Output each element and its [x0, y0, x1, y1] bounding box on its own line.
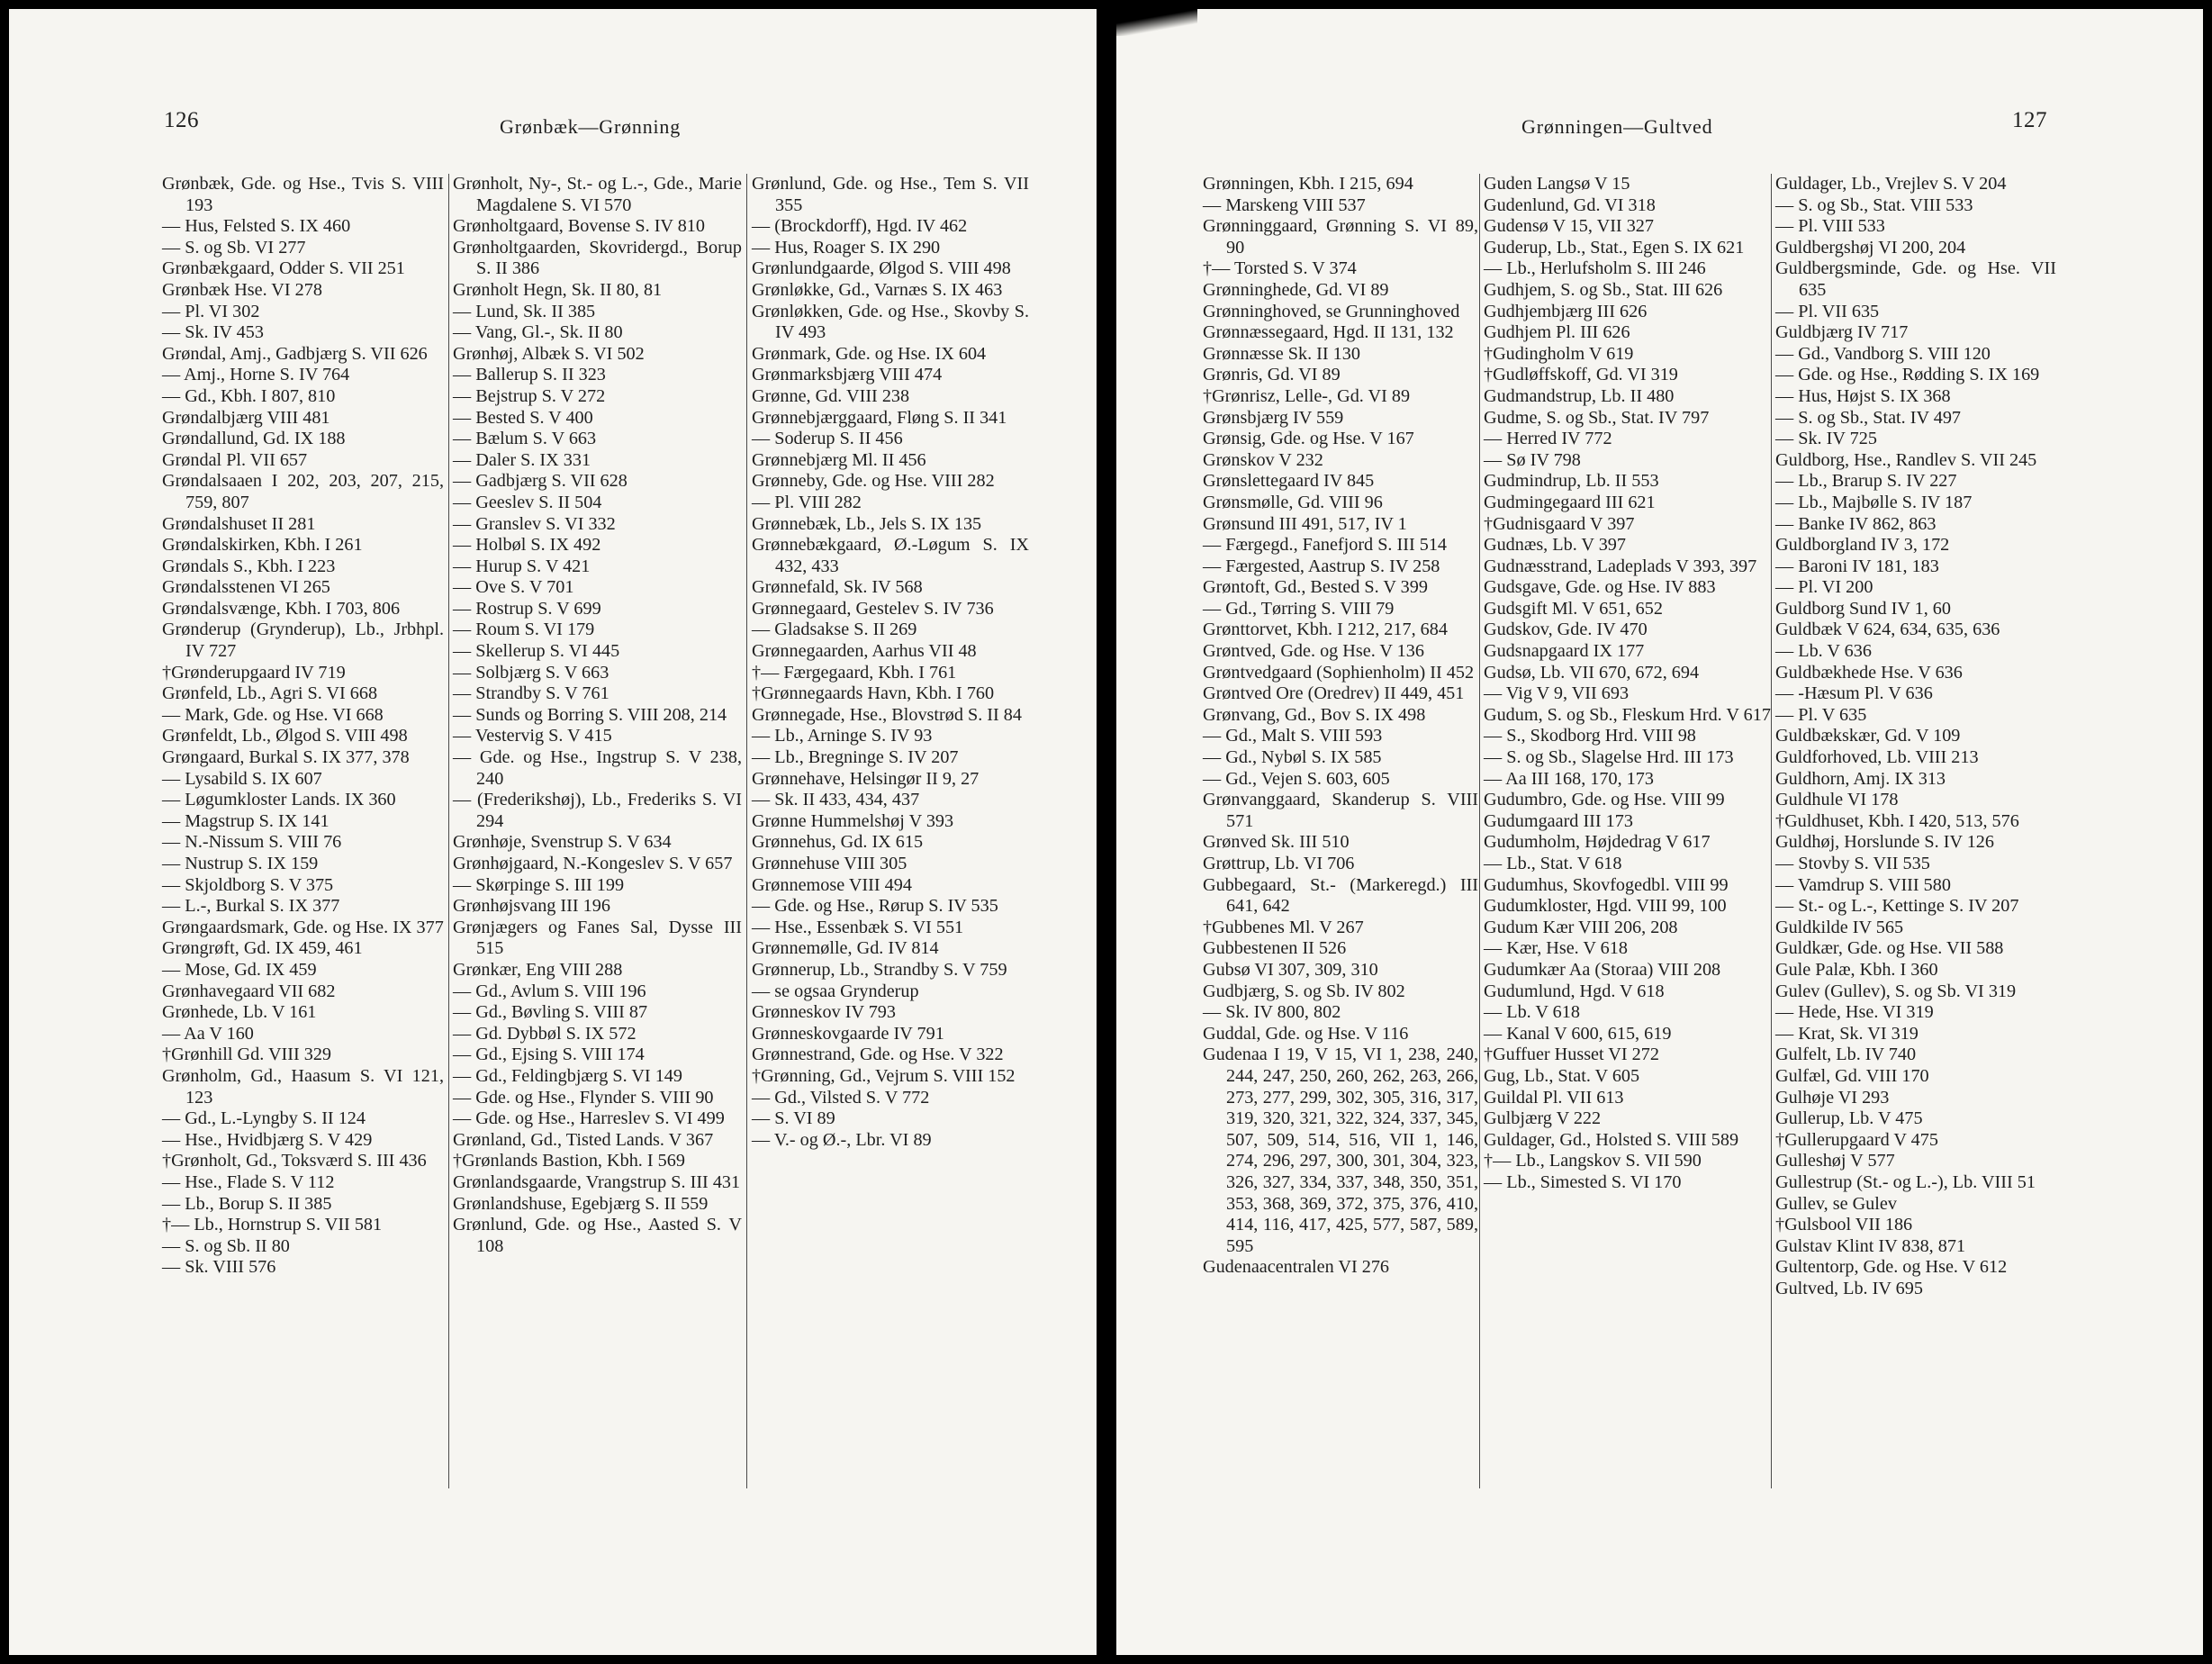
index-entry: Gudhjembjærg III 626 — [1484, 301, 1648, 321]
index-entry: Grønnefald, Sk. IV 568 — [752, 577, 923, 598]
index-entry: Grønmarksbjærg VIII 474 — [752, 365, 943, 385]
index-entry: Grønninghoved, se Grunninghoved — [1203, 301, 1460, 321]
index-entry: Grønris, Gd. VI 89 — [1203, 365, 1341, 385]
index-entry: Grønland, Gd., Tisted Lands. V 367 — [453, 1129, 714, 1150]
index-entry: Grønvanggaard, Skanderup S. VIII 571 — [1203, 790, 1478, 831]
index-entry: — Soderup S. II 456 — [752, 429, 903, 449]
index-entry: Grønsbjærg IV 559 — [1203, 407, 1344, 428]
index-entry: Grønlund, Gde. og Hse., Tem S. VII 355 — [752, 174, 1029, 215]
index-entry: — Lund, Sk. II 385 — [453, 301, 596, 321]
index-entry: Grønnehuse VIII 305 — [752, 854, 907, 873]
index-column — [453, 174, 742, 1257]
index-entry: Gudbjærg, S. og Sb. IV 802 — [1203, 981, 1405, 1001]
right-page — [1116, 9, 2203, 1655]
index-entry: — Gd. Dybbøl S. IX 572 — [453, 1023, 637, 1044]
index-entry: Gubbestenen II 526 — [1203, 938, 1347, 959]
index-entry: Guldbækhede Hse. V 636 — [1775, 662, 1963, 683]
index-entry: — Gde. og Hse., Ingstrup S. V 238, 240 — [453, 747, 742, 789]
index-entry: — Pl. VI 302 — [162, 301, 260, 321]
index-entry: Grønhede, Lb. V 161 — [162, 1002, 317, 1023]
index-column — [1775, 174, 2056, 1299]
index-entry: — Vamdrup S. VIII 580 — [1775, 874, 1951, 895]
index-entry: — Sunds og Borring S. VIII 208, 214 — [453, 704, 727, 725]
index-entry: — Aa V 160 — [162, 1023, 254, 1044]
index-entry: Gullerup, Lb. V 475 — [1775, 1108, 1923, 1129]
index-entry: Grønnegade, Hse., Blovstrød S. II 84 — [752, 704, 1022, 725]
index-entry: — Løgumkloster Lands. IX 360 — [162, 790, 396, 810]
index-entry: Gudenaacentralen VI 276 — [1203, 1257, 1390, 1278]
index-entry: Grøndal, Amj., Gadbjærg S. VII 626 — [162, 343, 428, 364]
index-entry: — Aa III 168, 170, 173 — [1484, 768, 1654, 789]
page-number: 127 — [2012, 108, 2047, 132]
index-entry: — Lb., Stat. V 618 — [1484, 854, 1622, 873]
index-entry: — Daler S. IX 331 — [453, 449, 591, 470]
index-entry: Grønneskov IV 793 — [752, 1002, 896, 1023]
index-entry: †Gulsbool VII 186 — [1775, 1215, 1913, 1235]
index-entry: Guden Langsø V 15 — [1484, 174, 1630, 194]
column-rule — [448, 174, 449, 1488]
index-entry: — Lb. V 636 — [1775, 641, 1872, 662]
index-entry: — Hse., Essenbæk S. VI 551 — [752, 917, 964, 937]
index-entry: †Gullerupgaard V 475 — [1775, 1129, 1938, 1150]
index-entry: Grønne Hummelshøj V 393 — [752, 810, 954, 831]
index-entry: Guldhorn, Amj. IX 313 — [1775, 768, 1946, 789]
index-entry: — Gde. og Hse., Harreslev S. VI 499 — [453, 1108, 725, 1129]
index-entry: Grønholtgaard, Bovense S. IV 810 — [453, 216, 705, 237]
index-entry: Gudsnapgaard IX 177 — [1484, 641, 1645, 662]
page-number: 126 — [164, 108, 199, 132]
index-entry: — Krat, Sk. VI 319 — [1775, 1023, 1919, 1044]
index-entry: Grønsig, Gde. og Hse. V 167 — [1203, 429, 1414, 449]
scan-shadow — [1116, 9, 1197, 36]
index-entry: Gug, Lb., Stat. V 605 — [1484, 1065, 1640, 1086]
index-entry: Grønninghede, Gd. VI 89 — [1203, 279, 1389, 300]
index-entry: Gudsø, Lb. VII 670, 672, 694 — [1484, 662, 1700, 683]
index-entry: Guldborg, Hse., Randlev S. VII 245 — [1775, 449, 2037, 470]
index-entry: — Gd., Tørring S. VIII 79 — [1203, 598, 1395, 619]
column-rule — [1479, 174, 1480, 1488]
index-entry: Grønhøje, Svenstrup S. V 634 — [453, 832, 672, 853]
index-entry: Grøndalshuset II 281 — [162, 513, 316, 534]
index-entry: — Rostrup S. V 699 — [453, 598, 601, 619]
index-entry: †Guffuer Husset VI 272 — [1484, 1045, 1659, 1065]
index-entry: — Kær, Hse. V 618 — [1484, 938, 1628, 959]
index-entry: Gudenlund, Gd. VI 318 — [1484, 194, 1656, 215]
index-entry: — Sk. IV 725 — [1775, 429, 1877, 449]
index-entry: Gullev, se Gulev — [1775, 1193, 1897, 1214]
index-entry: Gulfæl, Gd. VIII 170 — [1775, 1065, 1929, 1086]
index-entry: Grønnegaard, Gestelev S. IV 736 — [752, 598, 994, 619]
index-entry: — L.-, Burkal S. IX 377 — [162, 896, 340, 917]
index-entry: Grønneby, Gde. og Hse. VIII 282 — [752, 471, 995, 492]
index-entry: Grønnemølle, Gd. IV 814 — [752, 938, 939, 959]
index-entry: Grønlund, Gde. og Hse., Aasted S. V 108 — [453, 1215, 742, 1256]
index-entry: Gudmindrup, Lb. II 553 — [1484, 471, 1659, 492]
index-entry: — Gd., Feldingbjærg S. VI 149 — [453, 1065, 682, 1086]
index-entry: Gudme, S. og Sb., Stat. IV 797 — [1484, 407, 1710, 428]
index-entry: Grønfeldt, Lb., Ølgod S. VIII 498 — [162, 726, 408, 746]
index-entry: Gudnæsstrand, Ladeplads V 393, 397 — [1484, 556, 1757, 576]
index-entry: — Marskeng VIII 537 — [1203, 194, 1366, 215]
index-entry: Grønningen, Kbh. I 215, 694 — [1203, 174, 1413, 194]
index-entry: — Pl. VI 200 — [1775, 577, 1873, 598]
index-entry: Grøngaard, Burkal S. IX 377, 378 — [162, 747, 410, 768]
index-entry: — (Brockdorff), Hgd. IV 462 — [752, 216, 968, 237]
index-entry: — Hse., Hvidbjærg S. V 429 — [162, 1129, 373, 1150]
index-entry: †Grønnegaards Havn, Kbh. I 760 — [752, 683, 995, 704]
index-entry: Grønskov V 232 — [1203, 449, 1323, 470]
index-entry: Grønnebjærg Ml. II 456 — [752, 449, 926, 470]
index-entry: Guildal Pl. VII 613 — [1484, 1087, 1624, 1108]
index-entry: †Gubbenes Ml. V 267 — [1203, 917, 1364, 937]
running-header: Grønningen—Gultved — [1521, 115, 1713, 138]
index-entry: Gudum Kær VIII 206, 208 — [1484, 917, 1678, 937]
index-entry: — S., Skodborg Hrd. VIII 98 — [1484, 726, 1696, 746]
index-entry: Grønnebækgaard, Ø.-Løgum S. IX 432, 433 — [752, 535, 1029, 576]
index-entry: — Vang, Gl.-, Sk. II 80 — [453, 322, 623, 343]
index-entry: Grøndals S., Kbh. I 223 — [162, 556, 336, 576]
index-entry: — Lb., Majbølle S. IV 187 — [1775, 492, 1973, 512]
index-entry: Gudumkær Aa (Storaa) VIII 208 — [1484, 959, 1721, 980]
index-entry: Gudskov, Gde. IV 470 — [1484, 619, 1648, 640]
index-entry: — Lb. V 618 — [1484, 1002, 1580, 1023]
index-entry: Guldborg Sund IV 1, 60 — [1775, 598, 1951, 619]
index-entry: †— Torsted S. V 374 — [1203, 258, 1357, 279]
index-entry: Grønbæk Hse. VI 278 — [162, 279, 322, 300]
index-entry: — Lysabild S. IX 607 — [162, 768, 322, 789]
index-entry: — Stovby S. VII 535 — [1775, 854, 1930, 873]
index-entry: Grønholt Hegn, Sk. II 80, 81 — [453, 279, 663, 300]
index-entry: Grønholm, Gd., Haasum S. VI 121, 123 — [162, 1065, 444, 1108]
index-entry: Grønkær, Eng VIII 288 — [453, 959, 623, 980]
index-entry: — Hus, Felsted S. IX 460 — [162, 216, 351, 237]
index-entry: Gudumholm, Højdedrag V 617 — [1484, 832, 1711, 853]
index-entry: — Mark, Gde. og Hse. VI 668 — [162, 704, 384, 725]
index-entry: — Lb., Herlufsholm S. III 246 — [1484, 258, 1706, 279]
index-entry: Guldbæk V 624, 634, 635, 636 — [1775, 619, 2000, 640]
index-entry: Grønnestrand, Gde. og Hse. V 322 — [752, 1045, 1004, 1065]
index-entry: — Holbøl S. IX 492 — [453, 535, 601, 556]
index-entry: Grønnæssegaard, Hgd. II 131, 132 — [1203, 322, 1454, 343]
index-entry: Guldbjærg IV 717 — [1775, 322, 1909, 343]
index-entry: Gudum, S. og Sb., Fleskum Hrd. V 617 — [1484, 704, 1771, 725]
index-entry: — Kanal V 600, 615, 619 — [1484, 1023, 1672, 1044]
index-entry: †— Færgegaard, Kbh. I 761 — [752, 662, 957, 683]
index-entry: Gubbegaard, St.- (Markeregd.) III 641, 642 — [1203, 874, 1478, 917]
index-entry: — S. og Sb. VI 277 — [162, 237, 306, 258]
index-entry: Gulbjærg V 222 — [1484, 1108, 1602, 1129]
index-entry: — Lb., Bregninge S. IV 207 — [752, 747, 959, 768]
index-entry: Grønneskovgaarde IV 791 — [752, 1023, 944, 1044]
index-entry: — Ove S. V 701 — [453, 577, 574, 598]
index-entry: †Grønholt, Gd., Toksværd S. III 436 — [162, 1151, 427, 1171]
index-entry: Guldforhoved, Lb. VIII 213 — [1775, 747, 1979, 768]
index-entry: Grønnehus, Gd. IX 615 — [752, 832, 924, 853]
index-entry: Grønsmølle, Gd. VIII 96 — [1203, 492, 1383, 512]
index-entry: — Lb., Simested S. VI 170 — [1484, 1171, 1682, 1192]
index-entry: — Skjoldborg S. V 375 — [162, 874, 334, 895]
index-entry: Grøndallund, Gd. IX 188 — [162, 429, 346, 449]
index-entry: Gulstav Klint IV 838, 871 — [1775, 1235, 1966, 1256]
index-entry: Grøndalskirken, Kbh. I 261 — [162, 535, 363, 556]
index-entry: Grønholtgaarden, Skovridergd., Borup S. II 386 — [453, 237, 742, 279]
index-entry: †Gudingholm V 619 — [1484, 343, 1634, 364]
index-entry: — Pl. VIII 282 — [752, 492, 862, 512]
index-entry: — Strandby S. V 761 — [453, 683, 609, 704]
index-entry: Grønnebjærggaard, Fløng S. II 341 — [752, 407, 1007, 428]
index-entry: — Geeslev S. II 504 — [453, 492, 602, 512]
index-entry: — Gd., L.-Lyngby S. II 124 — [162, 1108, 366, 1129]
index-entry: Grøntved Ore (Oredrev) II 449, 451 — [1203, 683, 1465, 704]
index-entry: — Amj., Horne S. IV 764 — [162, 365, 350, 385]
index-entry: — Sø IV 798 — [1484, 449, 1581, 470]
index-entry: Gudsgave, Gde. og Hse. IV 883 — [1484, 577, 1716, 598]
index-entry: — Nustrup S. IX 159 — [162, 854, 319, 873]
index-entry: — Roum S. VI 179 — [453, 619, 595, 640]
index-entry: Gudnæs, Lb. V 397 — [1484, 535, 1626, 556]
index-entry: Grøndalsaaen I 202, 203, 207, 215, 759, 807 — [162, 471, 444, 512]
index-entry: Gullestrup (St.- og L.-), Lb. VIII 51 — [1775, 1171, 2036, 1192]
running-header: Grønbæk—Grønning — [500, 115, 682, 138]
index-entry: — Gd., Vejen S. 603, 605 — [1203, 768, 1390, 789]
index-entry: — V.- og Ø.-, Lbr. VI 89 — [752, 1129, 932, 1150]
index-entry: Gudumbro, Gde. og Hse. VIII 99 — [1484, 790, 1725, 810]
index-entry: Gudumgaard III 173 — [1484, 810, 1633, 831]
index-entry: — Gd., Vilsted S. V 772 — [752, 1087, 930, 1108]
index-entry: Grønløkke, Gd., Varnæs S. IX 463 — [752, 279, 1003, 300]
index-entry: — Gde. og Hse., Flynder S. VIII 90 — [453, 1087, 714, 1108]
index-entry: — Bested S. V 400 — [453, 407, 593, 428]
index-entry: Grøttrup, Lb. VI 706 — [1203, 854, 1355, 873]
index-entry: — Færgegd., Fanefjord S. III 514 — [1203, 535, 1448, 556]
index-entry: — Pl. V 635 — [1775, 704, 1867, 725]
index-entry: Guldager, Gd., Holsted S. VIII 589 — [1484, 1129, 1739, 1150]
index-entry: Grønttorvet, Kbh. I 212, 217, 684 — [1203, 619, 1448, 640]
index-entry: †Grønning, Gd., Vejrum S. VIII 152 — [752, 1065, 1016, 1086]
index-entry: — Sk. VIII 576 — [162, 1257, 276, 1278]
index-entry: Gudhjem, S. og Sb., Stat. III 626 — [1484, 279, 1723, 300]
index-entry: — S. og Sb., Stat. IV 497 — [1775, 407, 1962, 428]
index-entry: — Bejstrup S. V 272 — [453, 385, 606, 406]
index-entry: — Solbjærg S. V 663 — [453, 662, 609, 683]
index-entry: Guldager, Lb., Vrejlev S. V 204 — [1775, 174, 2007, 194]
index-entry: — Færgested, Aastrup S. IV 258 — [1203, 556, 1440, 576]
index-entry: Grønnemose VIII 494 — [752, 874, 912, 895]
index-entry: — Gd., Kbh. I 807, 810 — [162, 385, 336, 406]
index-entry: Guldhule VI 178 — [1775, 790, 1899, 810]
index-entry: — Gd., Bøvling S. VIII 87 — [453, 1002, 648, 1023]
index-entry: — St.- og L.-, Kettinge S. IV 207 — [1775, 896, 2019, 917]
index-entry: Gultentorp, Gde. og Hse. V 612 — [1775, 1257, 2008, 1278]
index-entry: Gulhøje VI 293 — [1775, 1087, 1890, 1108]
index-entry: Grøntvedgaard (Sophienholm) II 452 — [1203, 662, 1475, 683]
index-entry: Guderup, Lb., Stat., Egen S. IX 621 — [1484, 237, 1745, 258]
index-entry: †Gudnisgaard V 397 — [1484, 513, 1635, 534]
index-entry: — Lb., Brarup S. IV 227 — [1775, 471, 1957, 492]
index-entry: — Hede, Hse. VI 319 — [1775, 1002, 1934, 1023]
index-entry: †Grønlands Bastion, Kbh. I 569 — [453, 1151, 685, 1171]
index-entry: — Granslev S. VI 332 — [453, 513, 616, 534]
column-rule — [1771, 174, 1772, 1488]
index-entry: Grøntoft, Gd., Bested S. V 399 — [1203, 577, 1428, 598]
index-entry: Grønlandsgaarde, Vrangstrup S. III 431 — [453, 1171, 741, 1192]
index-entry: Gudenaa I 19, V 15, VI 1, 238, 240, 244, 247, 250, 260, 262, 263, 266, 273, 277, 299, 302, 305, 316, 317, 319, 320, 321, 322, 324, 337, 345, 507, 509, 514, 516, VII 1, 146, 274, 296, 297, 300, 301, 304, 323, 326, 327, 334, 337, 348, 350, 351, 353, 368, 369, 372, 375, 376, 410, 414, 116, 417, 425, 577, 587, 589, 595 — [1203, 1045, 1478, 1256]
index-entry: — Gd., Avlum S. VIII 196 — [453, 981, 646, 1001]
index-entry: — se ogsaa Grynderup — [752, 981, 919, 1001]
index-entry: Gudumkloster, Hgd. VIII 99, 100 — [1484, 896, 1727, 917]
index-column — [752, 174, 1029, 1151]
index-entry: Grønjægers og Fanes Sal, Dysse III 515 — [453, 917, 742, 959]
index-entry: Grønfeld, Lb., Agri S. VI 668 — [162, 683, 378, 704]
index-entry: Grønne, Gd. VIII 238 — [752, 385, 910, 406]
index-entry: — Pl. VIII 533 — [1775, 216, 1885, 237]
index-entry: †Grønrisz, Lelle-, Gd. VI 89 — [1203, 385, 1411, 406]
index-entry: †Guldhuset, Kbh. I 420, 513, 576 — [1775, 810, 2019, 831]
index-entry: — N.-Nissum S. VIII 76 — [162, 832, 342, 853]
index-entry: Gudhjem Pl. III 626 — [1484, 322, 1630, 343]
index-entry: Guldkær, Gde. og Hse. VII 588 — [1775, 938, 2004, 959]
index-entry: Gudmingegaard III 621 — [1484, 492, 1656, 512]
index-entry: — S. og Sb., Stat. VIII 533 — [1775, 194, 1973, 215]
index-entry: Grøndalsstenen VI 265 — [162, 577, 330, 598]
index-entry: Gudumlund, Hgd. V 618 — [1484, 981, 1665, 1001]
index-column — [162, 174, 444, 1279]
index-entry: Grønlandshuse, Egebjærg S. II 559 — [453, 1193, 709, 1214]
index-entry: Grønhøjgaard, N.-Kongeslev S. V 657 — [453, 854, 733, 873]
index-entry: — Gde. og Hse., Rørup S. IV 535 — [752, 896, 998, 917]
index-entry: — Hse., Flade S. V 112 — [162, 1171, 335, 1192]
column-rule — [746, 174, 747, 1488]
index-entry: †Grønderupgaard IV 719 — [162, 662, 346, 683]
index-entry: †— Lb., Langskov S. VII 590 — [1484, 1151, 1702, 1171]
left-page — [9, 9, 1097, 1655]
index-entry: — S. og Sb., Slagelse Hrd. III 173 — [1484, 747, 1734, 768]
index-entry: — Pl. VII 635 — [1775, 301, 1880, 321]
index-entry: Gulleshøj V 577 — [1775, 1151, 1895, 1171]
index-entry: †— Lb., Hornstrup S. VII 581 — [162, 1215, 383, 1235]
index-entry: Grøntved, Gde. og Hse. V 136 — [1203, 641, 1424, 662]
index-entry: Gulev (Gullev), S. og Sb. VI 319 — [1775, 981, 2017, 1001]
index-entry: — Herred IV 772 — [1484, 429, 1612, 449]
index-entry: — Skellerup S. VI 445 — [453, 641, 620, 662]
index-entry: Guldborgland IV 3, 172 — [1775, 535, 1950, 556]
index-entry: Grønnerup, Lb., Strandby S. V 759 — [752, 959, 1007, 980]
index-entry: Gudsgift Ml. V 651, 652 — [1484, 598, 1663, 619]
index-entry: — Gd., Nybøl S. IX 585 — [1203, 747, 1382, 768]
index-entry: — Gadbjærg S. VII 628 — [453, 471, 627, 492]
index-entry: — Hus, Roager S. IX 290 — [752, 237, 941, 258]
index-entry: Guldbergshøj VI 200, 204 — [1775, 237, 1966, 258]
index-entry: — Gladsakse S. II 269 — [752, 619, 917, 640]
index-entry: — Magstrup S. IX 141 — [162, 810, 330, 831]
index-entry: Grøndalbjærg VIII 481 — [162, 407, 330, 428]
index-entry: Grønved Sk. III 510 — [1203, 832, 1350, 853]
index-entry: — Lb., Borup S. II 385 — [162, 1193, 332, 1214]
index-entry: Grønnæsse Sk. II 130 — [1203, 343, 1360, 364]
index-entry: — Sk. IV 800, 802 — [1203, 1002, 1341, 1023]
index-entry: — S. og Sb. II 80 — [162, 1235, 290, 1256]
index-entry: Grønderup (Grynderup), Lb., Jrbhpl. IV 727 — [162, 619, 444, 662]
index-entry: Grønhavegaard VII 682 — [162, 981, 336, 1001]
index-entry: Gulfelt, Lb. IV 740 — [1775, 1045, 1917, 1065]
index-entry: Grønnebæk, Lb., Jels S. IX 135 — [752, 513, 982, 534]
index-entry: Gudensø V 15, VII 327 — [1484, 216, 1654, 237]
index-entry: Guldbergsminde, Gde. og Hse. VII 635 — [1775, 258, 2056, 300]
index-entry: †Gudløffskoff, Gd. VI 319 — [1484, 365, 1678, 385]
index-entry: — Sk. IV 453 — [162, 322, 264, 343]
index-entry: — Hurup S. V 421 — [453, 556, 591, 576]
index-entry: — Skørpinge S. III 199 — [453, 874, 625, 895]
index-column — [1484, 174, 1774, 1194]
index-entry: — Ballerup S. II 323 — [453, 365, 606, 385]
index-entry: Grønsund III 491, 517, IV 1 — [1203, 513, 1407, 534]
index-entry: — Gd., Ejsing S. VIII 174 — [453, 1045, 645, 1065]
index-entry: — Gd., Vandborg S. VIII 120 — [1775, 343, 1991, 364]
index-entry: Grønhøj, Albæk S. VI 502 — [453, 343, 645, 364]
index-entry: Grøndal Pl. VII 657 — [162, 449, 308, 470]
index-entry: Gubsø VI 307, 309, 310 — [1203, 959, 1378, 980]
index-entry: Grøndalsvænge, Kbh. I 703, 806 — [162, 598, 401, 619]
index-entry: — Vestervig S. V 415 — [453, 726, 612, 746]
index-entry: — -Hæsum Pl. V 636 — [1775, 683, 1933, 704]
index-entry: — Mose, Gd. IX 459 — [162, 959, 317, 980]
index-entry: Guldhøj, Horslunde S. IV 126 — [1775, 832, 1994, 853]
index-entry: — Vig V 9, VII 693 — [1484, 683, 1630, 704]
index-entry: — Sk. II 433, 434, 437 — [752, 790, 920, 810]
index-entry: Grønmark, Gde. og Hse. IX 604 — [752, 343, 987, 364]
index-entry: Gultved, Lb. IV 695 — [1775, 1278, 1923, 1298]
index-entry: — Gde. og Hse., Rødding S. IX 169 — [1775, 365, 2040, 385]
index-entry: Grøngaardsmark, Gde. og Hse. IX 377 — [162, 917, 444, 937]
index-entry: — Banke IV 862, 863 — [1775, 513, 1937, 534]
index-entry: Grønvang, Gd., Bov S. IX 498 — [1203, 704, 1426, 725]
index-entry: †Grønhill Gd. VIII 329 — [162, 1045, 332, 1065]
index-entry: Grønlundgaarde, Ølgod S. VIII 498 — [752, 258, 1011, 279]
index-entry: Grøngrøft, Gd. IX 459, 461 — [162, 938, 363, 959]
index-entry: — Bælum S. V 663 — [453, 429, 597, 449]
index-entry: Grønholt, Ny-, St.- og L.-, Gde., Marie Magdalene S. VI 570 — [453, 174, 742, 215]
index-entry: Grønnehave, Helsingør II 9, 27 — [752, 768, 980, 789]
index-entry: Gudumhus, Skovfogedbl. VIII 99 — [1484, 874, 1729, 895]
index-entry: — Hus, Højst S. IX 368 — [1775, 385, 1951, 406]
index-entry: Grønslettegaard IV 845 — [1203, 471, 1375, 492]
index-entry: — S. VI 89 — [752, 1108, 835, 1129]
index-entry: — Lb., Arninge S. IV 93 — [752, 726, 933, 746]
index-entry: Grønhøjsvang III 196 — [453, 896, 610, 917]
index-entry: — Baroni IV 181, 183 — [1775, 556, 1939, 576]
index-entry: Guldkilde IV 565 — [1775, 917, 1904, 937]
index-entry: Guddal, Gde. og Hse. V 116 — [1203, 1023, 1409, 1044]
index-entry: Grønbækgaard, Odder S. VII 251 — [162, 258, 405, 279]
index-entry: Gule Palæ, Kbh. I 360 — [1775, 959, 1938, 980]
index-column — [1203, 174, 1478, 1279]
index-entry: — Gd., Malt S. VIII 593 — [1203, 726, 1383, 746]
index-entry: — (Frederikshøj), Lb., Frederiks S. VI 294 — [453, 790, 742, 831]
index-entry: Grønbæk, Gde. og Hse., Tvis S. VIII 193 — [162, 174, 444, 215]
index-entry: Grønnegaarden, Aarhus VII 48 — [752, 641, 977, 662]
index-entry: Grønløkken, Gde. og Hse., Skovby S. IV 493 — [752, 301, 1029, 343]
index-entry: Grønninggaard, Grønning S. VI 89, 90 — [1203, 216, 1478, 258]
index-entry: Guldbækskær, Gd. V 109 — [1775, 726, 1961, 746]
index-entry: Gudmandstrup, Lb. II 480 — [1484, 385, 1675, 406]
